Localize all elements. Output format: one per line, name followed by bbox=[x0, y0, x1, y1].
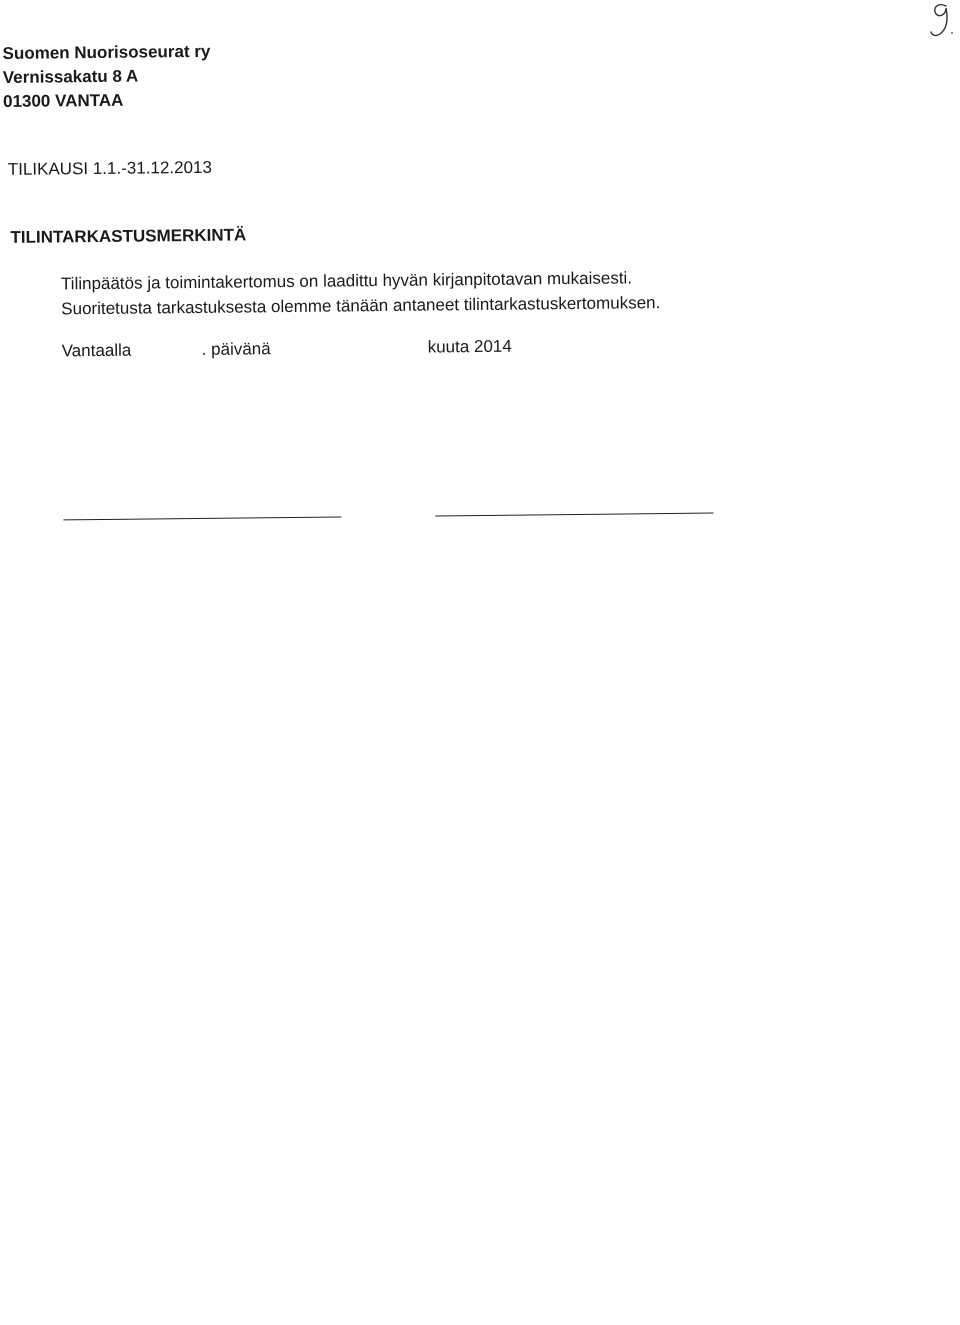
handwritten-page-number bbox=[926, 0, 956, 42]
statement-line-1: Tilinpäätös ja toimintakertomus on laadittu hyvän kirjanpitotavan mukaisesti. bbox=[60, 268, 633, 294]
fiscal-period: TILIKAUSI 1.1.-31.12.2013 bbox=[7, 157, 212, 179]
date-place: Vantaalla bbox=[61, 340, 132, 361]
statement-line-2: Suoritetusta tarkastuksesta olemme tänään antaneet tilintarkastuskertomuksen. bbox=[61, 293, 661, 319]
audit-statement bbox=[61, 265, 661, 321]
organization-address bbox=[2, 40, 211, 114]
signature-line-right bbox=[435, 513, 713, 517]
organization-name: Suomen Nuorisoseurat ry bbox=[2, 41, 211, 63]
date-day: . päivänä bbox=[201, 339, 271, 359]
organization-street: Vernissakatu 8 A bbox=[2, 66, 139, 87]
date-month: kuuta 2014 bbox=[427, 336, 512, 357]
document-heading: TILINTARKASTUSMERKINTÄ bbox=[10, 225, 247, 247]
signature-line-left bbox=[63, 516, 341, 520]
organization-postal: 01300 VANTAA bbox=[2, 90, 124, 111]
